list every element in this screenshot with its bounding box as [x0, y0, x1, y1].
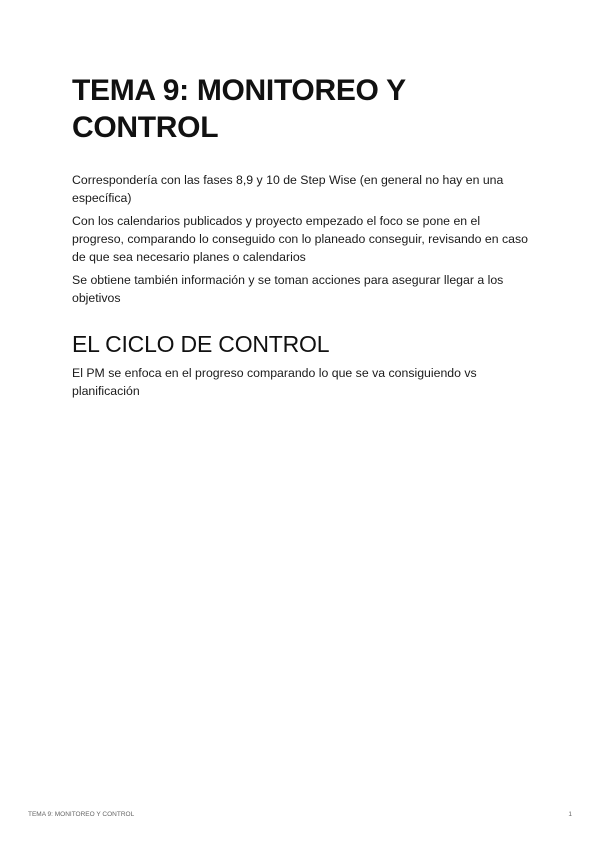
intro-section [72, 171, 528, 307]
section-paragraph: El PM se enfoca en el progreso comparando lo que se va consiguiendo vs planificación [72, 366, 477, 398]
intro-paragraph-3: Se obtiene también información y se toman acciones para asegurar llegar a los objetivos [72, 273, 504, 305]
section-heading: EL CICLO DE CONTROL [72, 331, 330, 357]
page-footer [28, 811, 572, 818]
document-title: TEMA 9: MONITOREO Y CONTROL [72, 74, 406, 144]
footer-page-number: 1 [568, 811, 572, 818]
footer-running-title: TEMA 9: MONITOREO Y CONTROL [28, 811, 135, 818]
intro-paragraph-2: Con los calendarios publicados y proyecto empezado el foco se pone en el progreso, comparando lo conseguido con lo planeado conseguir, revisando en caso de que sea necesario planes o calendarios [72, 214, 528, 264]
document-page [72, 72, 528, 405]
intro-paragraph-1: Correspondería con las fases 8,9 y 10 de Step Wise (en general no hay en una específica) [72, 173, 504, 205]
